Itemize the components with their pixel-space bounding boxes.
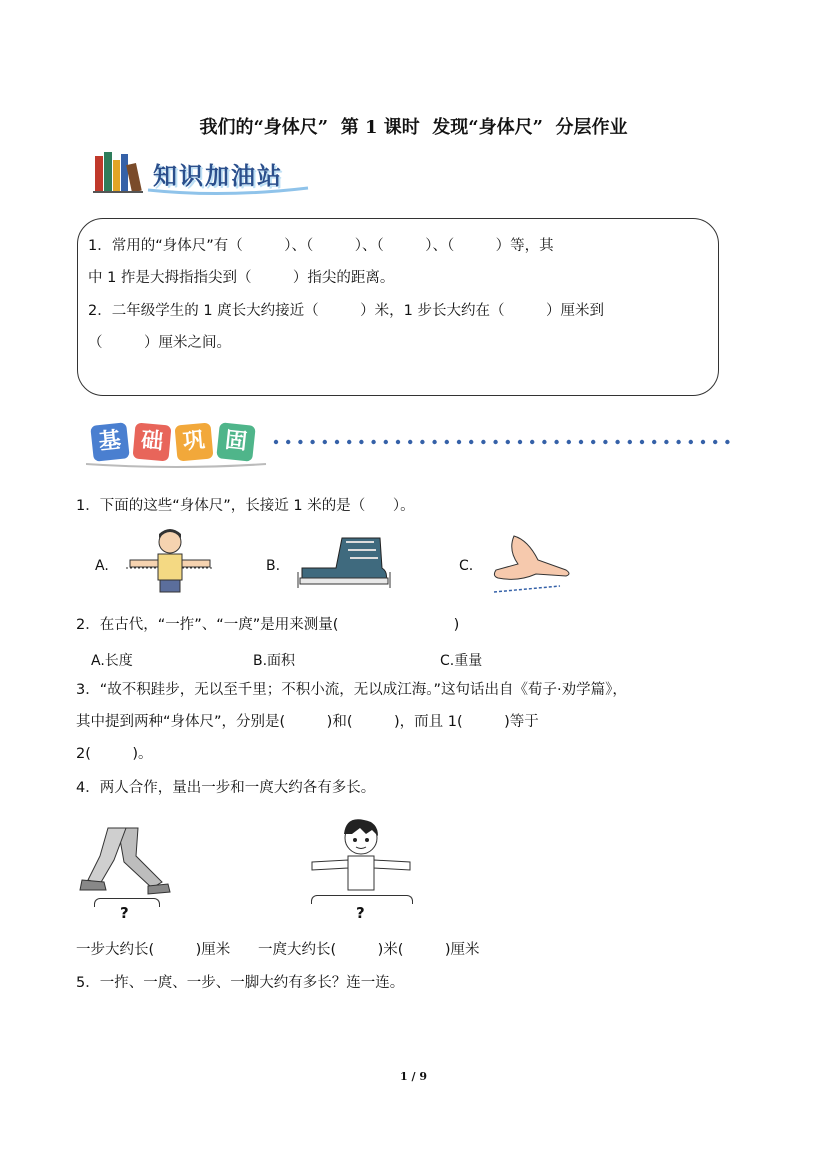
span-question-mark: ? — [356, 904, 365, 922]
page-title: 我们的“身体尺” 第 1 课时 发现“身体尺” 分层作业 — [199, 117, 628, 138]
decorative-dot — [542, 440, 546, 444]
walking-legs-icon — [78, 826, 174, 900]
arm-span-boy-2-icon — [306, 816, 416, 896]
question-4: 4．两人合作，量出一步和一庹大约各有多长。 — [76, 780, 376, 796]
decorative-dot — [310, 440, 314, 444]
knowledge-line-3: 2．二年级学生的 1 庹长大约接近（ ）米，1 步长大约在（ ）厘米到 — [88, 303, 604, 319]
decorative-dot — [359, 440, 363, 444]
decorative-dot — [469, 440, 473, 444]
q1-option-a-label: A. — [95, 558, 109, 574]
decorative-dot — [530, 440, 534, 444]
decorative-dot — [579, 440, 583, 444]
decorative-dot — [628, 440, 632, 444]
decorative-dot — [676, 440, 680, 444]
shoe-icon — [296, 532, 392, 592]
section-knowledge-label: 知识加油站 — [153, 162, 283, 190]
knowledge-line-4: （ ）厘米之间。 — [88, 335, 231, 351]
decorative-dot — [554, 440, 558, 444]
decorative-dot — [274, 440, 278, 444]
decorative-dot — [384, 440, 388, 444]
decorative-dot — [652, 440, 656, 444]
question-3-line-1: 3．“故不积跬步，无以至千里；不积小流，无以成江海。”这句话出自《荀子·劝学篇》， — [76, 682, 627, 698]
decorative-dot — [701, 440, 705, 444]
decorative-dot — [432, 440, 436, 444]
decorative-dot — [408, 440, 412, 444]
question-1: 1．下面的这些“身体尺”，长接近 1 米的是（ ）。 — [76, 498, 415, 514]
step-question-mark: ? — [120, 904, 129, 922]
q2-option-c: C.重量 — [440, 653, 483, 669]
decorative-dot — [506, 440, 510, 444]
span-brace — [311, 895, 413, 904]
decorative-dot — [420, 440, 424, 444]
decorative-dot — [567, 440, 571, 444]
decorative-dot — [493, 440, 497, 444]
decorative-dot — [603, 440, 607, 444]
knowledge-line-1: 1．常用的“身体尺”有（ ）、（ ）、（ ）、（ ）等，其 — [88, 238, 554, 254]
decorative-dot — [664, 440, 668, 444]
basics-tile-4: 固 — [216, 422, 256, 462]
q1-option-b-label: B. — [266, 558, 281, 574]
hand-span-icon — [488, 530, 580, 600]
decorative-dot — [591, 440, 595, 444]
decorative-dot — [347, 440, 351, 444]
page-number: 1 / 9 — [400, 1070, 427, 1083]
q1-option-c-label: C. — [459, 558, 474, 574]
question-3-line-3: 2( )。 — [76, 746, 153, 762]
decorative-dot — [371, 440, 375, 444]
decorative-dot — [725, 440, 729, 444]
decorative-dot — [335, 440, 339, 444]
basics-tile-1: 基 — [90, 422, 130, 462]
question-4-answer: 一步大约长( )厘米 一庹大约长( )米( )厘米 — [76, 942, 480, 958]
question-2: 2．在古代，“一拃”、“一庹”是用来测量( ) — [76, 617, 460, 633]
decorative-dot — [615, 440, 619, 444]
q2-option-a: A.长度 — [91, 653, 133, 669]
arm-span-boy-icon — [122, 526, 218, 596]
basics-tile-3: 巩 — [174, 422, 213, 461]
decorative-dot — [396, 440, 400, 444]
decorative-dot — [518, 440, 522, 444]
decorative-dot — [445, 440, 449, 444]
decorative-dot — [640, 440, 644, 444]
basics-tile-2: 础 — [132, 422, 171, 461]
decorative-dot — [713, 440, 717, 444]
decorative-dot — [286, 440, 290, 444]
decorative-dot — [457, 440, 461, 444]
q2-option-b: B.面积 — [253, 653, 296, 669]
question-3-line-2: 其中提到两种“身体尺”，分别是( )和( )，而且 1( )等于 — [76, 714, 539, 730]
knowledge-line-2: 中 1 拃是大拇指指尖到（ ）指尖的距离。 — [88, 270, 395, 286]
decorative-dot — [481, 440, 485, 444]
decorative-dot — [298, 440, 302, 444]
section-basics-banner — [86, 420, 746, 470]
decorative-dot — [323, 440, 327, 444]
decorative-dot — [689, 440, 693, 444]
section-knowledge-banner — [93, 150, 333, 198]
question-5: 5．一拃、一庹、一步、一脚大约有多长？连一连。 — [76, 975, 405, 991]
